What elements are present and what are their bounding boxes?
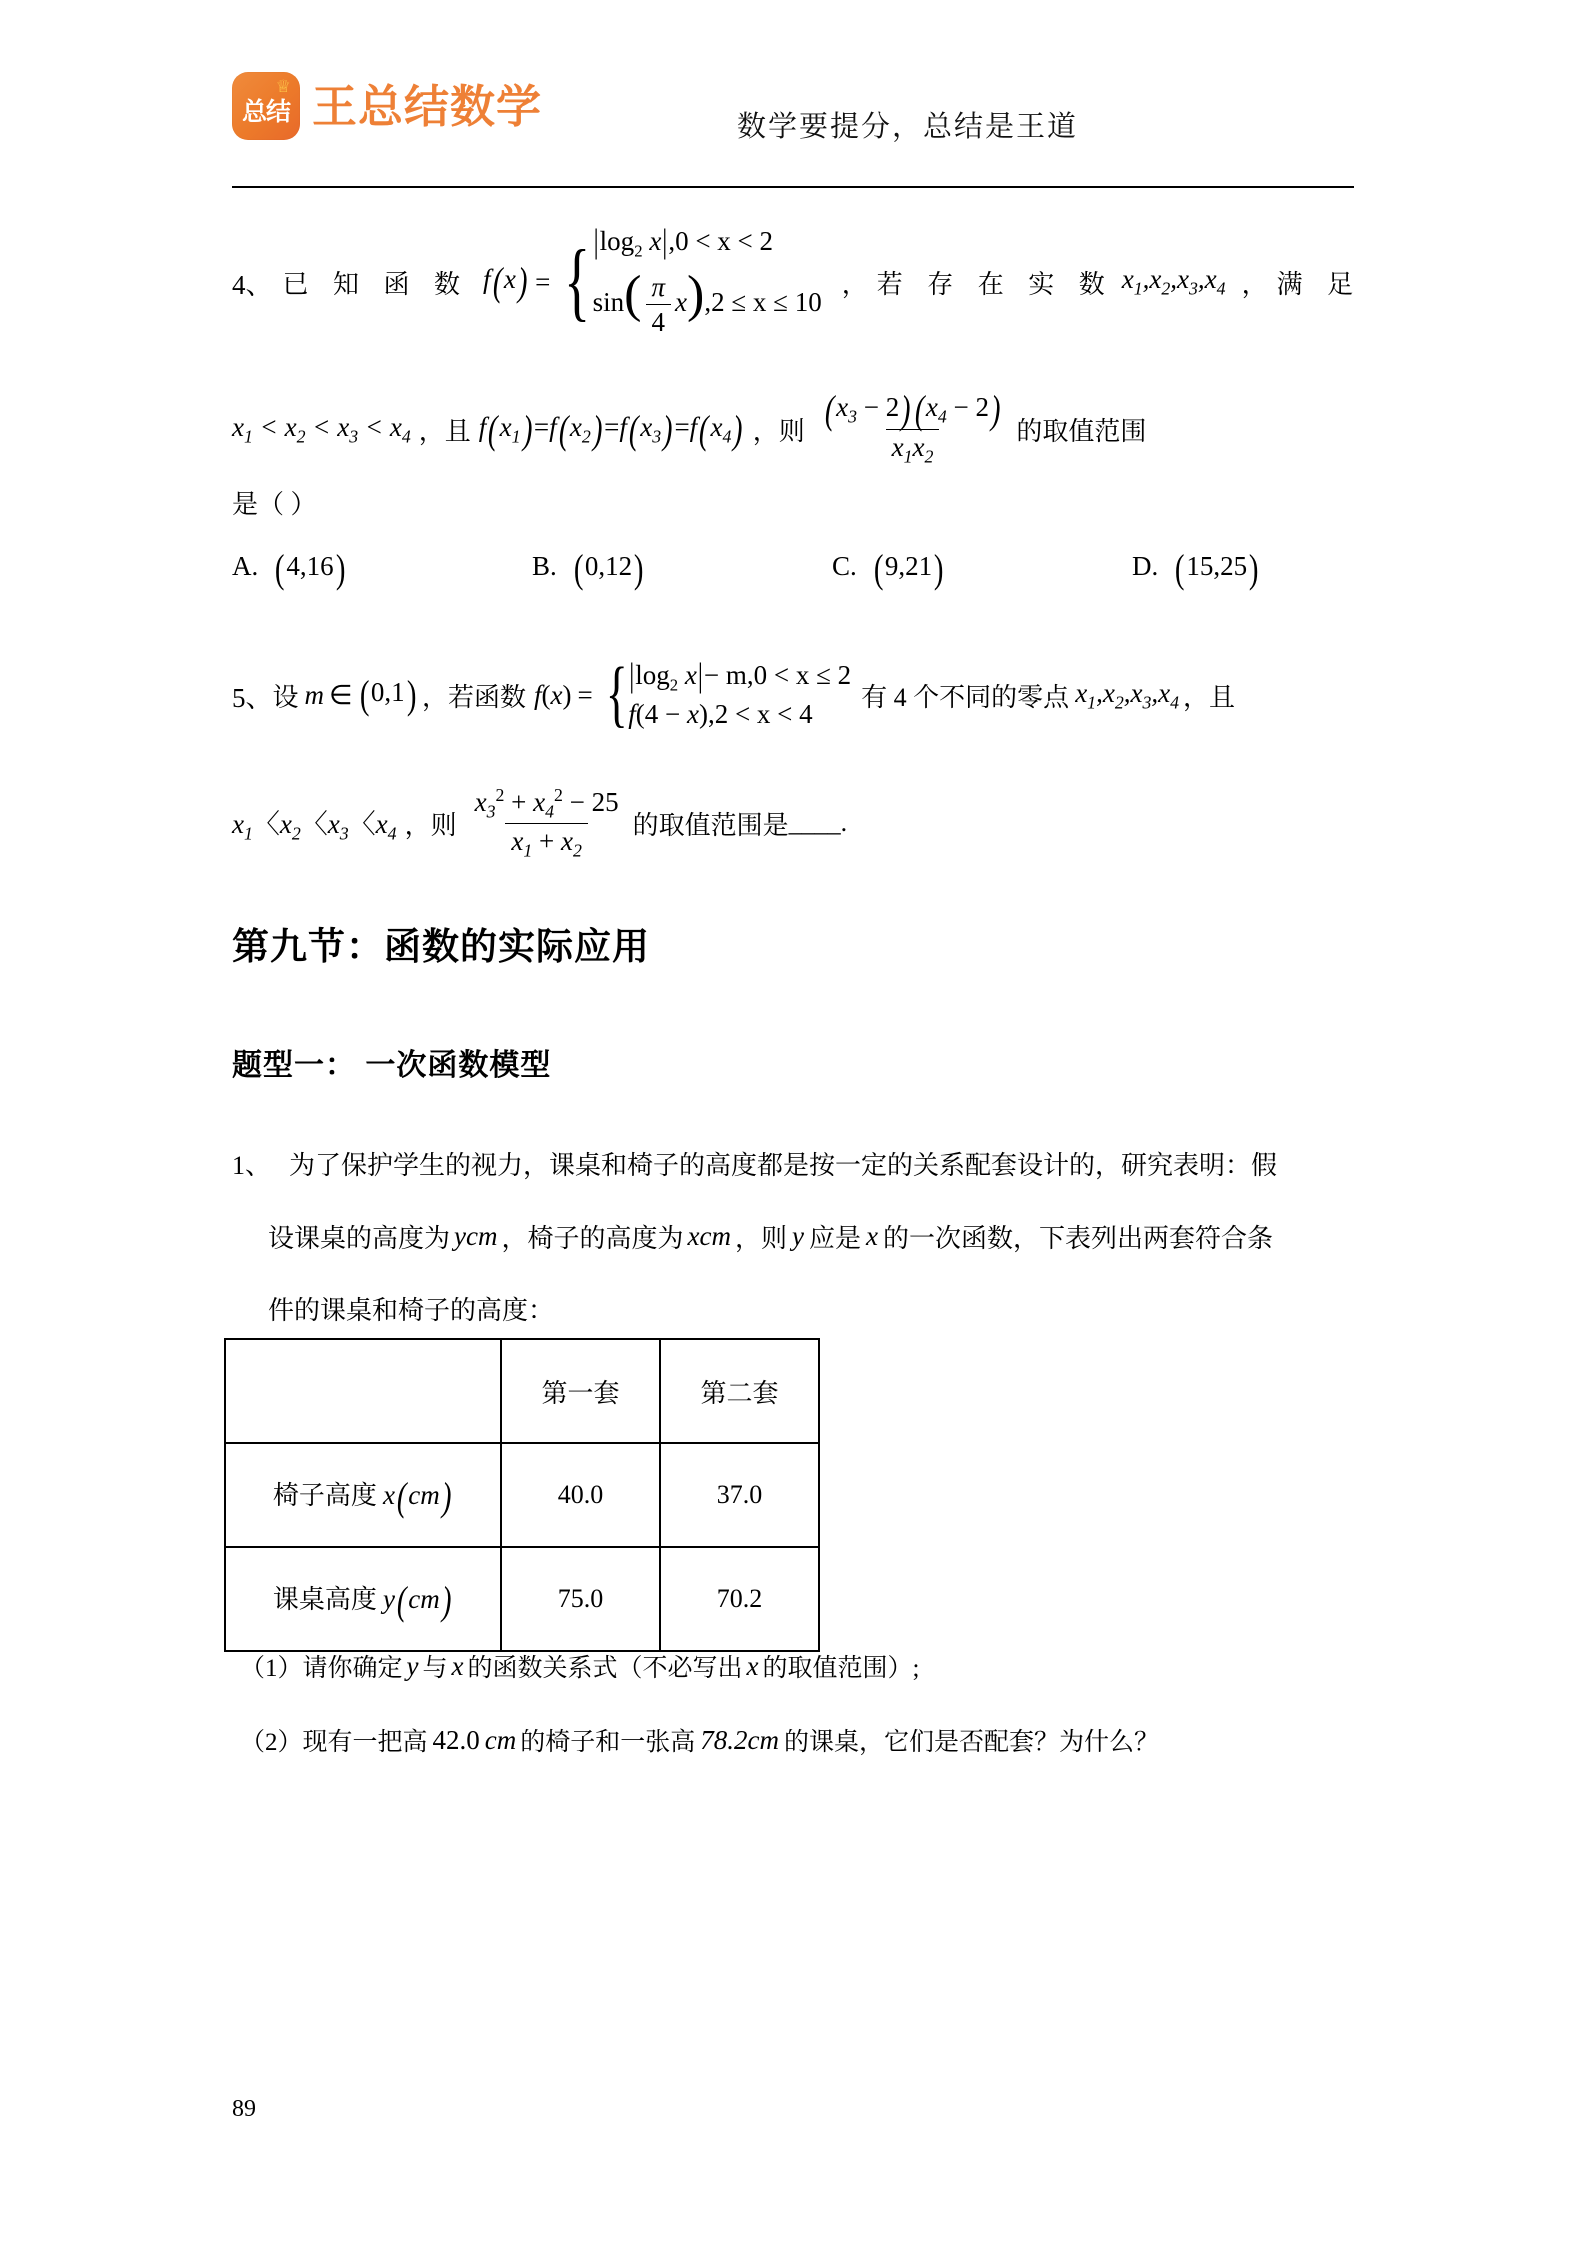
sub1-text-b: 与 [422, 1655, 448, 1682]
sub2-value-1: 42.0 [432, 1724, 480, 1755]
type-heading: 题型一： 一次函数模型 [232, 1049, 552, 1082]
question-4-equalities: $f(x_1)=f(x_2)=f(x_3)=f(x_4)$ [478, 406, 743, 452]
question-4-options [232, 546, 1392, 591]
applied-text-2d: 应是 [808, 1224, 861, 1253]
question-5-line-1 [232, 653, 1392, 736]
sub1-var-x: x [451, 1650, 464, 1681]
crown-icon: ♕ [275, 77, 291, 96]
question-5-in-symbol: ∈ [329, 679, 353, 710]
sub1-text-c: 的函数关系式（不必写出 [467, 1655, 743, 1682]
question-5-m-set: (0,1) [359, 672, 417, 718]
option-d[interactable]: D. (15,25) [1132, 546, 1259, 591]
applied-text-2e: 的一次函数，下表列出两套符合条 [882, 1224, 1273, 1253]
question-4-vars: $x_1,x_2,x_3,x_4$ [1121, 264, 1226, 299]
question-5-vars: $x_1,x_2,x_3,x_4$ [1075, 677, 1179, 712]
table-header-set-1: 第一套 [501, 1339, 660, 1443]
logo-mark-text: 总结 [241, 98, 290, 126]
question-4-conj: ，且 [418, 417, 471, 447]
question-5-tail-3: 的取值范围是 [632, 810, 789, 840]
applied-question-line-2 [268, 1218, 1428, 1255]
applied-text-2c: ，则 [734, 1224, 787, 1253]
sub2-text-a: （2）现有一把高 [240, 1729, 428, 1756]
sub1-var-x2: x [746, 1650, 759, 1681]
section-heading: 第九节：函数的实际应用 [232, 926, 650, 967]
question-4-line-2 [232, 387, 1392, 467]
question-5-lead-2: ，若函数 [421, 682, 526, 712]
row-label-desk: 课桌高度 y(cm) [225, 1547, 501, 1651]
applied-text-2a: 设课桌的高度为 [268, 1224, 451, 1253]
question-4-tail-3: 的取值范围 [1016, 417, 1147, 447]
page-number: 89 [232, 2096, 256, 2122]
question-5-inequality: $x_1$〈$x_2$〈$x_3$〈$x_4$ [232, 809, 397, 844]
question-4-fraction [817, 387, 1009, 467]
header-divider [232, 186, 1354, 188]
brand-logo [232, 72, 542, 140]
applied-question-text-1: 为了保护学生的视力，课桌和椅子的高度都是按一定的关系配套设计的，研究表明：假 [289, 1151, 1278, 1180]
sub2-text-b: 的椅子和一张高 [520, 1729, 696, 1756]
question-4-ze: ，则 [752, 417, 805, 447]
question-5-fraction [469, 785, 625, 862]
question-4-tail-2: ，满 足 [1241, 269, 1363, 299]
option-a[interactable]: A. (4,16) [232, 546, 346, 591]
piecewise-case-1: $|\log_2$ x|,0 < x < 2 [593, 224, 774, 261]
sub2-text-c: 的课桌，它们是否配套？为什么？ [784, 1729, 1160, 1756]
var-x-cm: xcm [687, 1221, 731, 1251]
heights-table [224, 1338, 820, 1652]
applied-text-3: 件的课桌和椅子的高度： [268, 1296, 555, 1325]
sub1-var-y: y [406, 1650, 419, 1681]
sub1-text-a: （1）请你确定 [240, 1655, 403, 1682]
question-4-line-1 [232, 226, 1392, 338]
question-5-lead-1: 设 [272, 682, 299, 712]
question-5-tail-2: ，且 [1183, 682, 1236, 712]
question-4-tail-1: ，若 存 在 实 数 [841, 269, 1114, 299]
question-4-lead: 已 知 函 数 [282, 269, 470, 299]
applied-question-line-1 [232, 1145, 1392, 1182]
piecewise-case-2: sin( $\frac{\pi}{4}$ x),2 ≤ x ≤ 10 [592, 266, 822, 338]
question-4-piecewise [556, 226, 821, 338]
question-4-answer-prompt: 是（ ） [232, 490, 317, 519]
table-header-row [225, 1339, 819, 1443]
equals-sign: = [535, 266, 551, 297]
cell-desk-set2: 70.2 [660, 1547, 819, 1651]
question-4-inequality: $x_1 < x_2 < x_3 < x_4$ [232, 412, 411, 447]
page-header [232, 62, 1352, 190]
fraction-denominator: $x_1 + x_2$ [505, 823, 588, 861]
table-corner-cell [225, 1339, 501, 1443]
sub-question-2 [240, 1722, 1400, 1758]
question-4-line-3 [232, 484, 1392, 521]
sub-question-1 [240, 1648, 1400, 1684]
question-5-fx: f(x) [533, 679, 572, 710]
fraction-denominator: $x_1x_2$ [886, 429, 940, 467]
piecewise-case-2: f(4 − x),2 < x < 4 [628, 699, 813, 730]
applied-question-number: 1、 [232, 1151, 272, 1180]
question-5-answer-blank[interactable]: ____. [788, 808, 848, 838]
cell-chair-set2: 37.0 [660, 1443, 819, 1547]
question-5-ze: ，则 [404, 810, 457, 840]
question-5-number: 5、 [232, 682, 273, 713]
option-b[interactable]: B. (0,12) [532, 546, 644, 591]
table-row [225, 1443, 819, 1547]
fraction-numerator: $x_3^2 + x_4^2 - 25$ [474, 785, 619, 822]
var-x: x [865, 1221, 878, 1251]
left-brace: { [605, 653, 628, 736]
cell-chair-set1: 40.0 [501, 1443, 660, 1547]
option-c[interactable]: C. (9,21) [832, 546, 944, 591]
question-5-line-2 [232, 785, 1392, 862]
logo-mark-icon [232, 72, 300, 140]
question-5-tail-1: 有 4 个不同的零点 [861, 682, 1070, 712]
question-4-fx: f(x) [483, 259, 528, 305]
sub2-value-2: 78.2cm [700, 1724, 779, 1755]
applied-question-line-3 [268, 1290, 1428, 1327]
header-tagline: 数学要提分，总结是王道 [737, 111, 1079, 143]
row-label-chair: 椅子高度 x(cm) [225, 1443, 501, 1547]
var-y-cm: ycm [454, 1221, 498, 1251]
table-row [225, 1547, 819, 1651]
question-5-piecewise [599, 653, 852, 736]
question-4-number: 4、 [232, 269, 273, 300]
table-header-set-2: 第二套 [660, 1339, 819, 1443]
sub2-unit-1: cm [484, 1724, 517, 1755]
sub1-text-d: 的取值范围）; [762, 1655, 920, 1682]
piecewise-case-1: $|\log_2$ x|− m,0 < x ≤ 2 [629, 658, 852, 695]
question-5-equals: = [577, 679, 593, 710]
var-y: y [791, 1221, 804, 1251]
applied-text-2b: ，椅子的高度为 [501, 1224, 684, 1253]
cell-desk-set1: 75.0 [501, 1547, 660, 1651]
logo-wordmark: 王总结数学 [312, 80, 543, 132]
left-brace: { [564, 232, 591, 330]
fraction-numerator: $(x_3 - 2)(x_4 - 2)$ [824, 387, 1001, 432]
question-5-m-var: m [304, 679, 325, 710]
